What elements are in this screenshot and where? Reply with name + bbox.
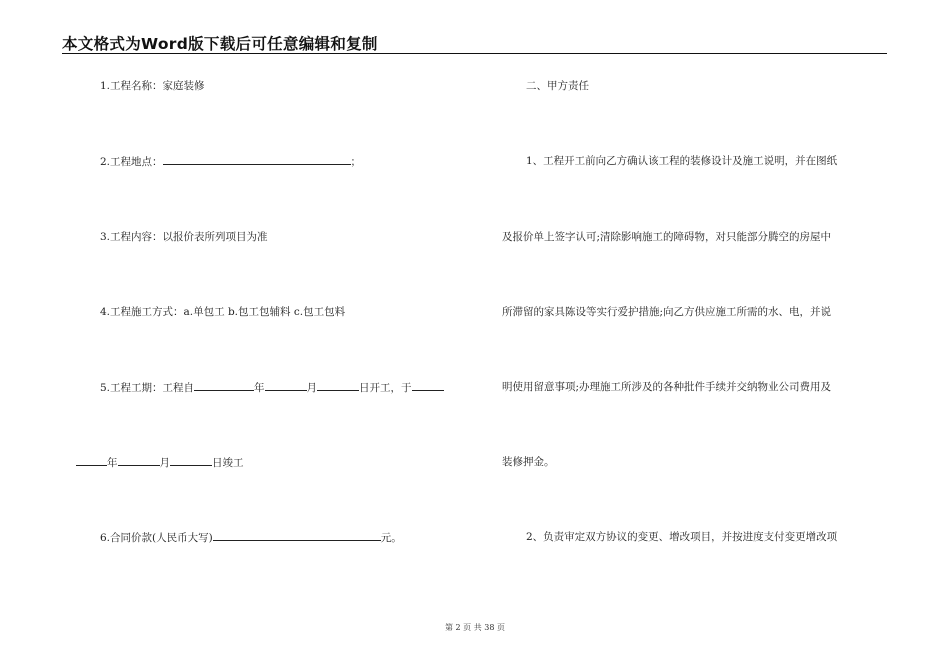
page-number: 第 2 页 共 38 页: [445, 623, 505, 632]
end-year-blank: [76, 455, 107, 466]
contract-price-blank: [213, 530, 381, 541]
contract-price-label: 6.合同价款(人民币大写): [100, 532, 213, 544]
item-project-content: 3.工程内容：以报价表所列项目为准: [100, 231, 268, 243]
section-party-a-responsibilities: 二、甲方责任: [526, 80, 589, 92]
header-divider: [62, 53, 887, 54]
end-year-label: 年: [107, 457, 118, 469]
document-header-title: 本文格式为Word版下载后可任意编辑和复制: [62, 35, 378, 53]
start-day-blank: [317, 380, 359, 391]
end-day-blank: [170, 455, 212, 466]
end-year-prefix-blank: [412, 380, 444, 391]
start-month-blank: [265, 380, 307, 391]
item-project-location-label: 2.工程地点：: [100, 156, 163, 168]
item-project-period-end: [76, 455, 244, 470]
item-contract-price: [100, 530, 402, 545]
party-a-para1-line4: 明使用留意事项;办理施工所涉及的各种批件手续并交纳物业公司费用及: [502, 381, 832, 393]
end-day-label: 日竣工: [212, 457, 244, 469]
end-month-label: 月: [159, 457, 170, 469]
period-label: 5.工程工期：工程自: [100, 382, 195, 394]
start-year-blank: [194, 380, 254, 391]
contract-price-suffix: 元。: [380, 532, 402, 544]
party-a-para1-line2: 及报价单上签字认可;清除影响施工的障碍物，对只能部分腾空的房屋中: [502, 231, 832, 243]
item-project-name: 1.工程名称：家庭装修: [100, 80, 205, 92]
party-a-para1-line5: 装修押金。: [502, 456, 555, 468]
start-day-label: 日开工，于: [359, 382, 412, 394]
item-project-period: [100, 380, 444, 395]
start-year-label: 年: [254, 382, 265, 394]
location-blank: [163, 154, 351, 165]
party-a-para1-line3: 所滞留的家具陈设等实行爱护措施;向乙方供应施工所需的水、电，并说: [502, 306, 832, 318]
start-month-label: 月: [306, 382, 318, 394]
party-a-para2-line1: 2、负责审定双方协议的变更、增改项目，并按进度支付变更增改项: [526, 531, 838, 543]
item-project-location-suffix: ；: [350, 156, 362, 168]
item-project-location: [100, 154, 361, 169]
item-construction-method: 4.工程施工方式：a.单包工 b.包工包辅料 c.包工包料: [100, 306, 346, 318]
party-a-para1-line1: 1、工程开工前向乙方确认该工程的装修设计及施工说明，并在图纸: [526, 155, 838, 167]
end-month-blank: [118, 455, 160, 466]
